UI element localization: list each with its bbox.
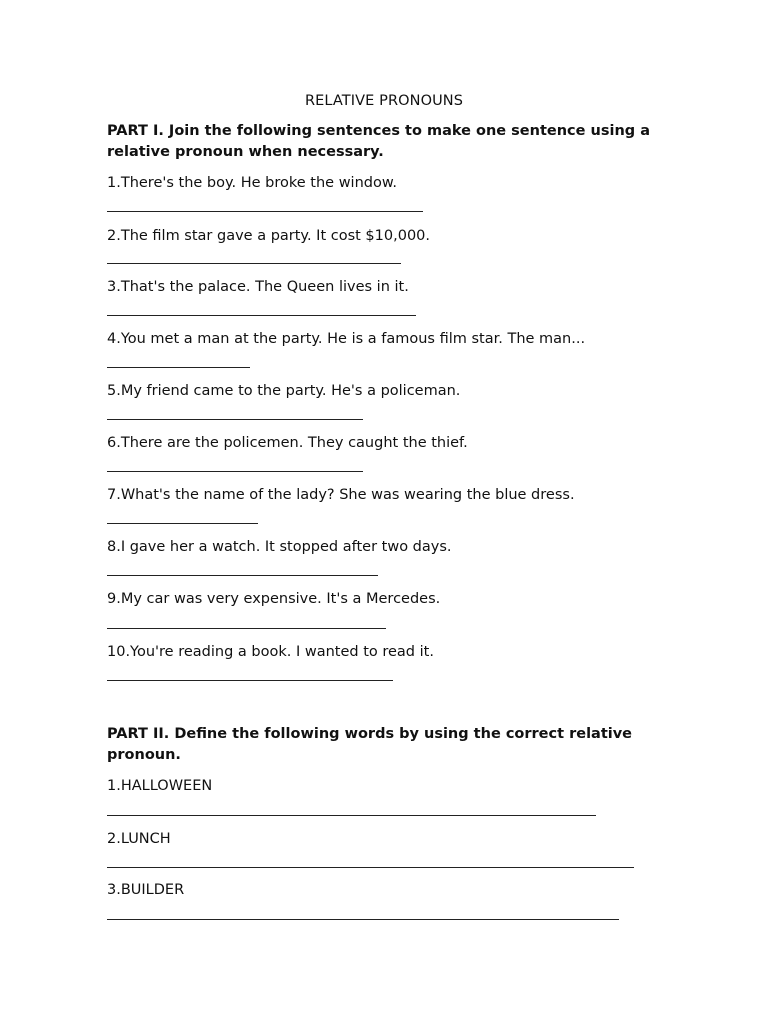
answer-line-3: [107, 315, 416, 316]
definition-line-3: [107, 919, 619, 920]
page-title: RELATIVE PRONOUNS: [304, 93, 464, 109]
answer-line-8: [107, 575, 378, 576]
part1-question-6: 6.There are the policemen. They caught the thief.: [107, 435, 468, 451]
part1-question-10: 10.You're reading a book. I wanted to read it.: [107, 644, 434, 660]
part1-question-5: 5.My friend came to the party. He's a policeman.: [107, 383, 461, 399]
answer-line-6: [107, 471, 363, 472]
answer-line-9: [107, 628, 386, 629]
part2-heading: PART II. Define the following words by using the correct relative pronoun.: [107, 726, 633, 763]
answer-line-7: [107, 523, 258, 524]
part1-question-7: 7.What's the name of the lady? She was wearing the blue dress.: [107, 487, 575, 503]
part1-question-3: 3.That's the palace. The Queen lives in it.: [107, 279, 409, 295]
part1-heading: PART I. Join the following sentences to make one sentence using a relative pronoun when necessary.: [107, 123, 650, 160]
part2-question-3: 3.BUILDER: [107, 882, 185, 898]
answer-line-10: [107, 680, 393, 681]
part1-question-9: 9.My car was very expensive. It's a Mercedes.: [107, 591, 441, 607]
answer-line-2: [107, 263, 401, 264]
part2-question-1: 1.HALLOWEEN: [107, 778, 213, 794]
definition-line-1: [107, 815, 596, 816]
definition-line-2: [107, 867, 634, 868]
part1-question-2: 2.The film star gave a party. It cost $10,000.: [107, 228, 431, 244]
part1-question-4: 4.You met a man at the party. He is a famous film star. The man...: [107, 331, 586, 347]
part1-question-1: 1.There's the boy. He broke the window.: [107, 175, 397, 191]
part1-question-8: 8.I gave her a watch. It stopped after two days.: [107, 539, 452, 555]
part2-question-2: 2.LUNCH: [107, 831, 171, 847]
answer-line-4: [107, 367, 250, 368]
answer-line-5: [107, 419, 363, 420]
answer-line-1: [107, 211, 423, 212]
